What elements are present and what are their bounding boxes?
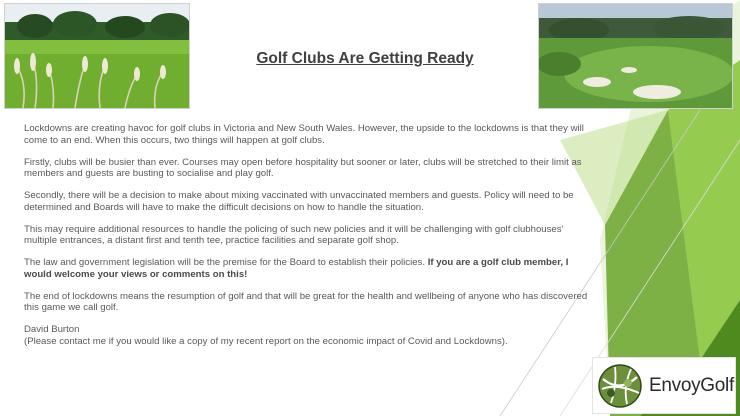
paragraph-secondly: Secondly, there will be a decision to make about mixing vaccinated with unvaccinated members and guests. Policy will need to be determined and Boards will have to make the difficult decisions on how to handle the situation. — [24, 190, 574, 213]
paragraph-intro: Lockdowns are creating havoc for golf clubs in Victoria and New South Wales. However, the upside to the lockdowns is that they will come to an end. When this occurs, two things will happen at golf clubs. — [24, 123, 584, 146]
contact-note: (Please contact me if you would like a copy of my recent report on the economic impact of Covid and Lockdowns). — [24, 336, 508, 348]
article-body — [24, 123, 590, 348]
golf-ball-logo-icon — [597, 363, 643, 409]
paragraph-legislation — [24, 257, 590, 280]
paragraph-resources: This may require additional resources to handle the policing of such new policies and it will be challenging with golf clubhouses’ multiple entrances, a distant first and tenth tee, practice facilities and separate golf shop. — [24, 223, 564, 247]
author-name: David Burton — [24, 324, 80, 336]
logo-text: EnvoyGolf — [649, 374, 734, 396]
paragraph-conclusion: The end of lockdowns means the resumption of golf and that will be great for the health and wellbeing of anyone who has discovered this game we call golf. — [24, 290, 588, 314]
golf-course-photo-left — [4, 3, 190, 109]
page-title: Golf Clubs Are Getting Ready — [256, 50, 474, 67]
envoygolf-logo — [592, 357, 736, 414]
paragraph-firstly: Firstly, clubs will be busier than ever. Courses may open before hospitality but sooner or later, clubs will be stretched to their limit as members and guests are busting to socialise and play golf. — [24, 156, 582, 180]
golf-course-photo-right — [538, 3, 733, 109]
call-to-action: If you are a golf club member, I would welcome your views or comments on this! — [24, 257, 569, 280]
signature — [24, 324, 590, 347]
legislation-text: The law and government legislation will be the premise for the Board to establish their policies. — [24, 257, 428, 269]
